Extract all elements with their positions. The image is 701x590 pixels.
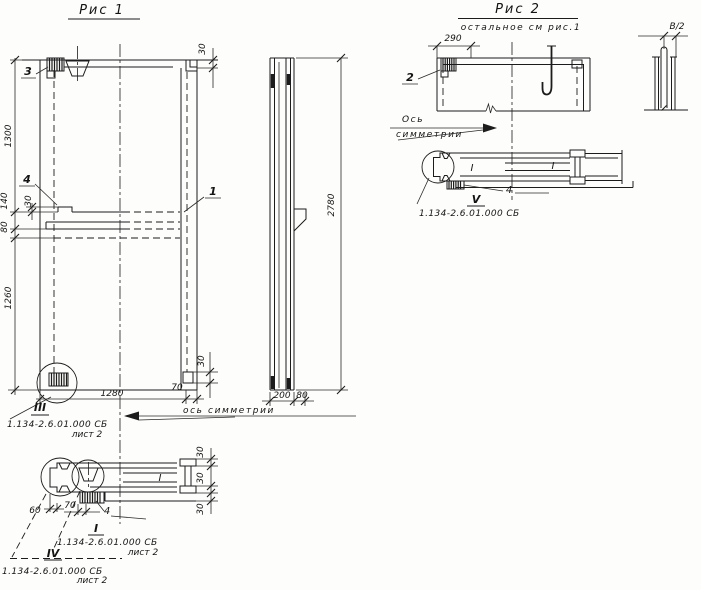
fig2-subtitle: остальное см рис.1 xyxy=(460,23,582,33)
fig2-anchor-block xyxy=(441,58,456,77)
fig1-hidden-lines xyxy=(54,70,187,380)
section-i-ref: 1.134-2.6.01.000 СБ xyxy=(57,538,158,548)
section-v xyxy=(417,150,633,219)
fig1-anchor-block-top xyxy=(47,58,64,78)
side-view-bracket xyxy=(294,209,306,231)
fig1 xyxy=(0,3,356,524)
fig1-dim-1280: 1280 xyxy=(100,389,124,399)
fig1-axis-label: ось симметрии xyxy=(183,406,275,416)
fig1-dim-1260: 1260 xyxy=(4,286,14,310)
fig1-callout-1: 1 xyxy=(209,185,217,198)
section-i-dim-60: 60 xyxy=(29,506,41,516)
section-v-ref: 1.134-2.6.01.000 СБ xyxy=(419,209,520,219)
detail-iii-sheet: лист 2 xyxy=(71,430,103,440)
fig1-title: Рис 1 xyxy=(79,3,125,18)
side-view-outline xyxy=(270,58,306,390)
fig2-axis-line2: симметрии xyxy=(396,130,463,140)
fig1-dim-30-left: 30 xyxy=(24,195,34,207)
section-i-outline xyxy=(50,459,196,501)
section-i-callout-4: 4 xyxy=(103,506,111,517)
section-i-dim-30-bottom: 30 xyxy=(196,503,206,515)
fig2-dim-290 xyxy=(428,34,480,58)
fig2-dim-290-text: 290 xyxy=(444,34,462,44)
section-v-pos-mark-left: I xyxy=(470,163,474,174)
detail-b2-dim: В/2 xyxy=(669,22,685,32)
fig2-callout-2 xyxy=(402,70,440,84)
section-i-pos-mark: I xyxy=(158,473,162,484)
loop-rod xyxy=(661,47,667,108)
section-i-sheet: лист 2 xyxy=(127,548,159,558)
fig2-title: Рис 2 xyxy=(495,2,541,17)
section-v-outline xyxy=(434,150,634,188)
axis-arrow xyxy=(483,124,497,133)
break-symbol xyxy=(486,104,496,113)
detail-iv-sheet: лист 2 xyxy=(76,576,108,586)
fig1-detail-circle xyxy=(37,363,77,403)
section-i-dim-30-mid: 30 xyxy=(196,472,206,484)
fig2-axis-note xyxy=(390,115,497,140)
fig1-callout-4: 4 xyxy=(23,173,31,186)
detail-b2-body xyxy=(644,47,688,111)
detail-iii-ref: 1.134-2.6.01.000 СБ xyxy=(7,420,108,430)
fig1-dim-30-bottom: 30 xyxy=(197,355,207,367)
fig1-callout-3: 3 xyxy=(24,65,32,78)
section-v-mark: V xyxy=(471,193,481,206)
section-i xyxy=(2,446,218,586)
side-view xyxy=(262,54,348,406)
section-i-dims-right xyxy=(196,446,218,515)
section-i-label xyxy=(57,522,158,558)
fig1-centerlines xyxy=(78,44,121,524)
side-view-dim-80: 80 xyxy=(296,391,308,401)
section-v-callout-4-text: 4 xyxy=(505,185,513,196)
fig1-detail-iii xyxy=(7,397,108,440)
fig1-dim-80: 80 xyxy=(0,221,10,233)
fig1-axis-note xyxy=(124,406,356,421)
detail-iv-mark: IV xyxy=(46,547,60,560)
fig1-dims-left xyxy=(0,56,58,395)
section-i-mark: I xyxy=(93,522,99,535)
section-i-anchor-block xyxy=(80,492,104,503)
fig1-dim-140: 140 xyxy=(0,192,10,210)
axis-arrow xyxy=(124,412,139,421)
side-view-dim-2780: 2780 xyxy=(327,193,337,217)
side-view-dim-200: 200 xyxy=(273,391,291,401)
fig1-dim-70: 70 xyxy=(171,383,183,393)
detail-iii-mark: III xyxy=(33,401,47,414)
section-i-dim-70: 70 xyxy=(64,501,76,511)
side-view-dim-height xyxy=(296,54,348,394)
fig2-callout-2-text: 2 xyxy=(406,71,414,84)
detail-iv-ref: 1.134-2.6.01.000 СБ xyxy=(2,567,103,577)
section-v-detail-circle xyxy=(422,151,454,183)
section-i-dim-30-top: 30 xyxy=(196,446,206,458)
fig1-dim-1300: 1300 xyxy=(4,124,14,148)
section-v-pos-mark-right: I xyxy=(551,161,555,172)
fig1-callout-1-leader xyxy=(184,197,221,212)
fig1-dim-30-top: 30 xyxy=(198,43,208,55)
section-v-label xyxy=(417,178,520,219)
lifting-hook xyxy=(543,46,552,95)
fig2-axis-line1: Ось xyxy=(402,115,425,125)
side-view-dims-bottom xyxy=(262,391,314,406)
detail-b2 xyxy=(638,22,688,111)
